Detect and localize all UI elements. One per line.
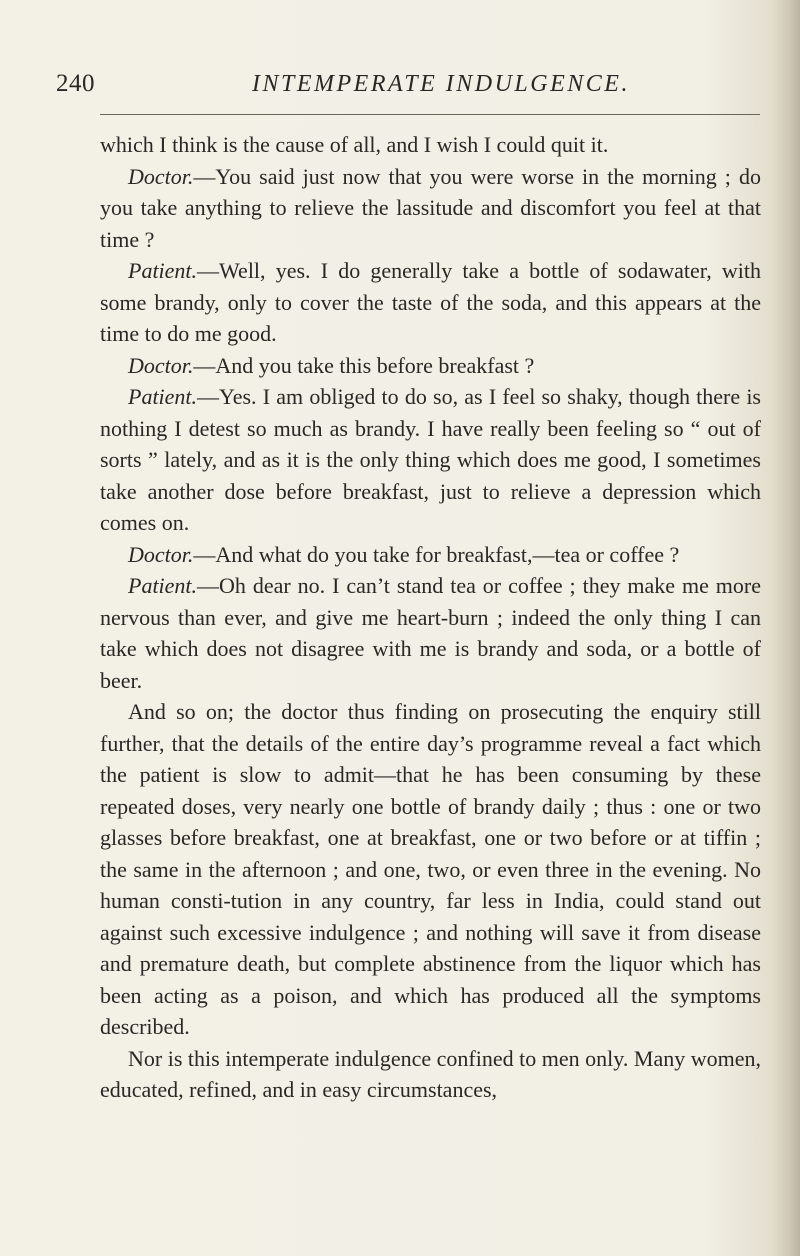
- dialogue-paragraph: [100, 350, 761, 382]
- paragraph-text: Nor is this intemperate indulgence confined to men only. Many women, educated, refined, and in easy circumstances,: [100, 1045, 761, 1102]
- paragraph-text: —You said just now that you were worse in the morning ; do you take anything to relieve the lassitude and discomfort you feel at that time ?: [100, 163, 761, 252]
- narrative-paragraph: [100, 1043, 761, 1106]
- speaker-label: Doctor.: [128, 352, 194, 378]
- speaker-label: Patient.: [128, 573, 198, 598]
- paragraph-text: —Oh dear no. I can’t stand tea or coffee ; they make me more nervous than ever, and give me heart-burn ; indeed the only thing I can take which does not disagree with me is brandy and soda, or a bottle of beer.: [100, 573, 761, 693]
- body-text: [100, 129, 761, 1106]
- dialogue-paragraph: [100, 539, 761, 571]
- speaker-label: Doctor.: [128, 541, 194, 567]
- paragraph-text: which I think is the cause of all, and I wish I could quit it.: [100, 132, 609, 157]
- narrative-paragraph: [100, 696, 761, 1043]
- running-head: [56, 64, 756, 104]
- paragraph-text: —And you take this before breakfast ?: [193, 352, 535, 378]
- paragraph-text: —And what do you take for breakfast,—tea or coffee ?: [193, 541, 680, 567]
- speaker-label: Patient.: [128, 384, 198, 409]
- speaker-label: Patient.: [128, 258, 198, 283]
- dialogue-paragraph: [100, 255, 761, 350]
- dialogue-paragraph: [100, 570, 761, 696]
- paragraph-text: —Well, yes. I do generally take a bottle of sodawater, with some brandy, only to cover the taste of the soda, and this appears at the time to do me good.: [100, 258, 761, 346]
- speaker-label: Doctor.: [128, 163, 194, 189]
- paragraph-text: And so on; the doctor thus finding on prosecuting the enquiry still further, that the details of the entire day’s programme reveal a fact which the patient is slow to admit—that he has been consuming by these repeated doses, very nearly one bottle of brandy daily ; thus : one or two glasses before breakfast, one at breakfast, one or two before or at tiffin ; the same in the afternoon ; and one, two, or even three in the evening. No human consti-tution in any country, far less in India, could stand out against such excessive indulgence ; and nothing will save it from disease and premature death, but complete abstinence from the liquor which has been acting as a poison, and which has produced all the symptoms described.: [100, 699, 761, 1039]
- page-number: 240: [56, 70, 95, 97]
- header-rule: [100, 114, 760, 115]
- page-edge-shadow: [772, 0, 800, 1256]
- dialogue-paragraph: [100, 381, 761, 539]
- paragraph: [100, 129, 761, 161]
- paragraph-text: —Yes. I am obliged to do so, as I feel so shaky, though there is nothing I detest so much as brandy. I have really been feeling so “ out of sorts ” lately, and as it is the only thing which does me good, I sometimes take another dose before breakfast, just to relieve a depression which comes on.: [100, 384, 761, 535]
- dialogue-paragraph: [100, 161, 761, 256]
- running-title: INTEMPERATE INDULGENCE.: [252, 71, 630, 97]
